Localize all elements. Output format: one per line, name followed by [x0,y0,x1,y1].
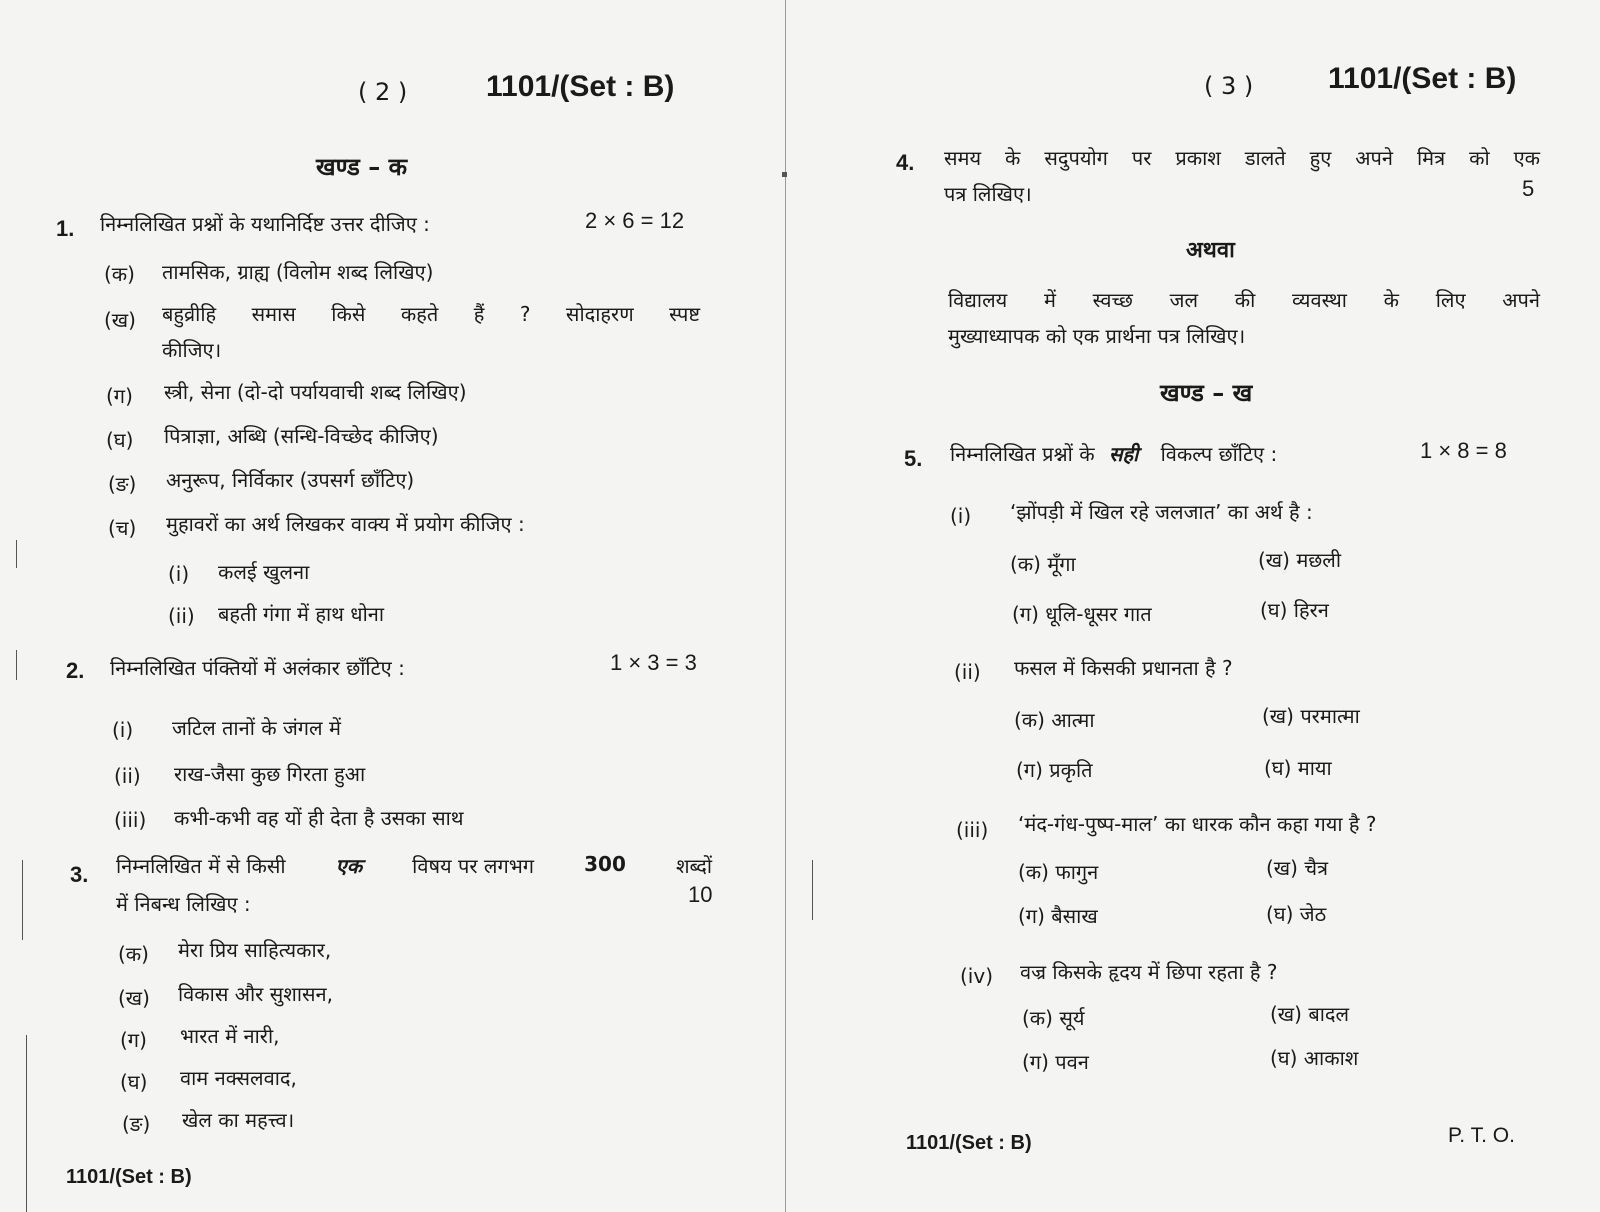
or-label: अथवा [1186,238,1235,263]
part-text: पित्राज्ञा, अब्धि (सन्धि-विच्छेद कीजिए) [164,424,439,448]
right-page [800,0,1600,1212]
part-text: मुहावरों का अर्थ लिखकर वाक्य में प्रयोग कीजिए : [166,512,525,536]
question-text: निम्नलिखित प्रश्नों के यथानिर्दिष्ट उत्तर दीजिए : [100,212,430,236]
part-label: (क) [104,262,135,286]
topic-text: विकास और सुशासन, [178,982,333,1006]
line-label: (i) [112,718,134,742]
question-number: 4. [896,150,915,175]
option: (क) मूँगा [1010,552,1076,576]
question-text [950,440,1277,467]
question-text-part: विकल्प छाँटिए : [1160,442,1278,466]
topic-label: (ग) [120,1028,147,1052]
part-label: (ङ) [108,472,137,496]
line-text: कभी-कभी वह यों ही देता है उसका साथ [174,806,464,830]
question-text-part: निम्नलिखित प्रश्नों के [950,442,1095,466]
question-text-emphasis: एक [335,854,363,878]
pto-label: P. T. O. [1448,1124,1515,1147]
option: (क) आत्मा [1014,708,1095,732]
option: (घ) माया [1264,756,1332,780]
topic-label: (ख) [118,986,150,1010]
topic-text: भारत में नारी, [180,1024,280,1048]
page-number: ( 3 ) [1204,72,1254,100]
option: (ख) बादल [1270,1002,1350,1026]
question-number: 1. [56,216,75,241]
question-text-continued: में निबन्ध लिखिए : [116,892,251,916]
item-text: ‘मंद-गंध-पुष्प-माल’ का धारक कौन कहा गया है ? [1018,812,1377,836]
option: (ग) प्रकृति [1016,758,1093,782]
question-text-emphasis: सही [1108,442,1139,466]
option: (घ) आकाश [1270,1046,1359,1070]
question-number: 5. [904,446,923,471]
part-text-continued: कीजिए। [162,338,222,362]
part-text: बहुव्रीहि समास किसे कहते हैं ? सोदाहरण स्पष्ट [162,302,700,326]
part-text: स्त्री, सेना (दो-दो पर्यायवाची शब्द लिखिए) [164,380,467,404]
section-title: खण्ड – क [316,153,408,181]
question-text: निम्नलिखित पंक्तियों में अलंकार छाँटिए : [110,656,405,680]
topic-text: खेल का महत्त्व। [182,1108,295,1132]
question-marks: 5 [1522,176,1535,201]
question-text-part: विषय पर लगभग [412,854,535,878]
question-text: समय के सदुपयोग पर प्रकाश डालते हुए अपने मित्र को एक [944,146,1540,170]
option: (ग) बैसाख [1018,904,1098,928]
option: (ख) परमात्मा [1262,704,1360,728]
footer-code: 1101/(Set : B) [66,1166,192,1188]
item-text: वज्र किसके हृदय में छिपा रहता है ? [1020,960,1278,984]
alternative-text-continued: मुख्याध्यापक को एक प्रार्थना पत्र लिखिए। [948,324,1246,348]
item-label: (iii) [956,818,989,842]
option: (क) सूर्य [1022,1006,1085,1030]
line-text: राख-जैसा कुछ गिरता हुआ [174,762,366,786]
idiom-text: बहती गंगा में हाथ धोना [218,602,385,626]
paper-code: 1101/(Set : B) [1328,62,1517,95]
option: (ख) मछली [1258,548,1342,572]
part-label: (घ) [106,428,134,452]
question-text-part: निम्नलिखित में से किसी [116,854,286,878]
topic-label: (क) [118,942,149,966]
part-text: तामसिक, ग्राह्य (विलोम शब्द लिखिए) [162,260,434,284]
question-number: 3. [70,862,89,887]
idiom-label: (i) [168,562,190,586]
topic-text: मेरा प्रिय साहित्यकार, [178,938,332,962]
question-marks: 1 × 8 = 8 [1420,438,1507,463]
line-label: (ii) [114,764,141,788]
item-text: ‘झोंपड़ी में खिल रहे जलजात’ का अर्थ है : [1010,500,1313,524]
section-title: खण्ड – ख [1160,379,1253,407]
option: (ग) धूलि-धूसर गात [1012,602,1152,626]
word-count: 300 [584,852,626,876]
item-label: (ii) [954,660,981,684]
question-marks: 1 × 3 = 3 [610,650,697,675]
question-marks: 2 × 6 = 12 [585,208,685,233]
question-number: 2. [66,658,85,683]
question-text-continued: पत्र लिखिए। [944,182,1032,206]
topic-text: वाम नक्सलवाद, [180,1066,297,1090]
question-text-part: शब्दों [675,854,712,878]
part-label: (च) [108,516,137,540]
paper-code: 1101/(Set : B) [486,70,675,103]
idiom-label: (ii) [168,604,195,628]
alternative-text: विद्यालय में स्वच्छ जल की व्यवस्था के लिए अपने [948,288,1540,312]
option: (क) फागुन [1018,860,1099,884]
part-label: (ग) [106,384,133,408]
item-label: (i) [950,504,972,528]
page-number: ( 2 ) [358,78,408,106]
topic-label: (घ) [120,1070,148,1094]
idiom-text: कलई खुलना [218,560,310,584]
topic-label: (ङ) [122,1112,151,1136]
option: (घ) जेठ [1266,902,1327,926]
part-label: (ख) [104,308,136,332]
line-label: (iii) [114,808,147,832]
item-text: फसल में किसकी प्रधानता है ? [1014,656,1233,680]
question-text [116,852,712,879]
item-label: (iv) [960,964,993,988]
option: (ख) चैत्र [1266,856,1329,880]
line-text: जटिल तानों के जंगल में [172,716,341,740]
question-marks: 10 [688,882,713,907]
option: (घ) हिरन [1260,598,1329,622]
option: (ग) पवन [1022,1050,1089,1074]
footer-code: 1101/(Set : B) [906,1132,1032,1154]
part-text: अनुरूप, निर्विकार (उपसर्ग छाँटिए) [166,468,415,492]
